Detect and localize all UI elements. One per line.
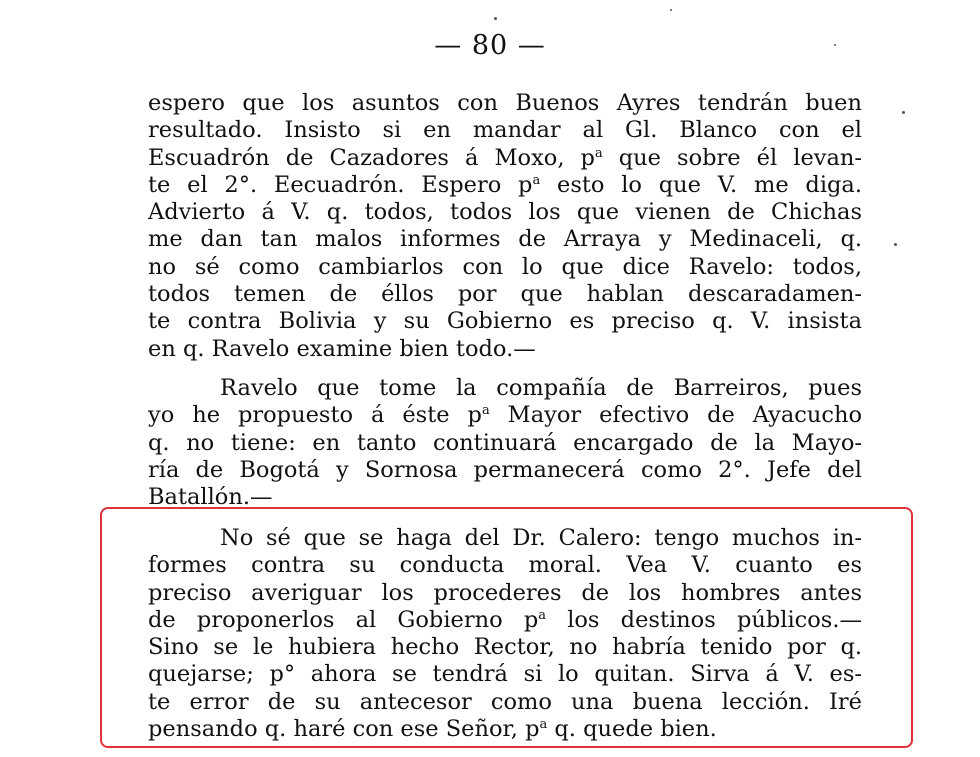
text-line: quejarse; p° ahora se tendrá si lo quitan. Sirva á V. es- [148, 661, 862, 688]
text-line: formes contra su conducta moral. Vea V. cuanto es [148, 552, 862, 579]
paragraph-2 [148, 375, 862, 511]
text-line: Escuadrón de Cazadores á Moxo, $p^a$ que sobre él levan- [148, 144, 862, 171]
text-line: te contra Bolivia y su Gobierno es preciso q. V. insista [148, 308, 862, 335]
text-line: todos temen de éllos por que hablan descaradamen- [148, 281, 862, 308]
scan-speck [834, 44, 836, 46]
text-line: ría de Bogotá y Sornosa permanecerá como 2°. Jefe del [148, 456, 862, 483]
page-number: — 80 — [434, 30, 546, 61]
text-line: Ravelo que tome la compañía de Barreiros, pues [220, 375, 862, 401]
text-line: Sino se le hubiera hecho Rector, no habría tenido por q. [148, 634, 862, 661]
scan-speck [670, 9, 672, 11]
text-line: Batallón.— [148, 484, 273, 511]
text-line: No sé que se haga del Dr. Calero: tengo muchos in- [220, 525, 862, 551]
text-line: de proponerlos al Gobierno $p^a$ los destinos públicos.— [148, 606, 862, 633]
text-line: pensando q. haré con ese Señor, $p^a$ q. quede bien. [148, 716, 717, 743]
text-line: te el 2°. Eecuadrón. Espero $p^a$ esto lo que V. me diga. [148, 171, 862, 198]
text-line: en q. Ravelo examine bien todo.— [148, 335, 536, 362]
paragraph-3-highlighted [148, 525, 862, 743]
text-line: te error de su antecesor como una buena lección. Iré [148, 688, 862, 715]
text-line: q. no tiene: en tanto continuará encargado de la Mayo- [148, 429, 862, 456]
scan-speck [902, 111, 905, 114]
text-line: no sé como cambiarlos con lo que dice Ravelo: todos, [148, 253, 862, 280]
text-line: resultado. Insisto si en mandar al Gl. Blanco con el [148, 117, 862, 144]
text-line: espero que los asuntos con Buenos Ayres tendrán buen [148, 90, 862, 116]
paragraph-1 [148, 90, 862, 363]
text-line: Advierto á V. q. todos, todos los que vienen de Chichas [148, 199, 862, 226]
text-line: me dan tan malos informes de Arraya y Medinaceli, q. [148, 226, 862, 253]
text-line: yo he propuesto á éste $p^a$ Mayor efectivo de Ayacucho [148, 402, 862, 429]
scan-speck [894, 243, 897, 246]
text-line: preciso averiguar los procederes de los hombres antes [148, 579, 862, 606]
scan-speck [494, 17, 497, 20]
